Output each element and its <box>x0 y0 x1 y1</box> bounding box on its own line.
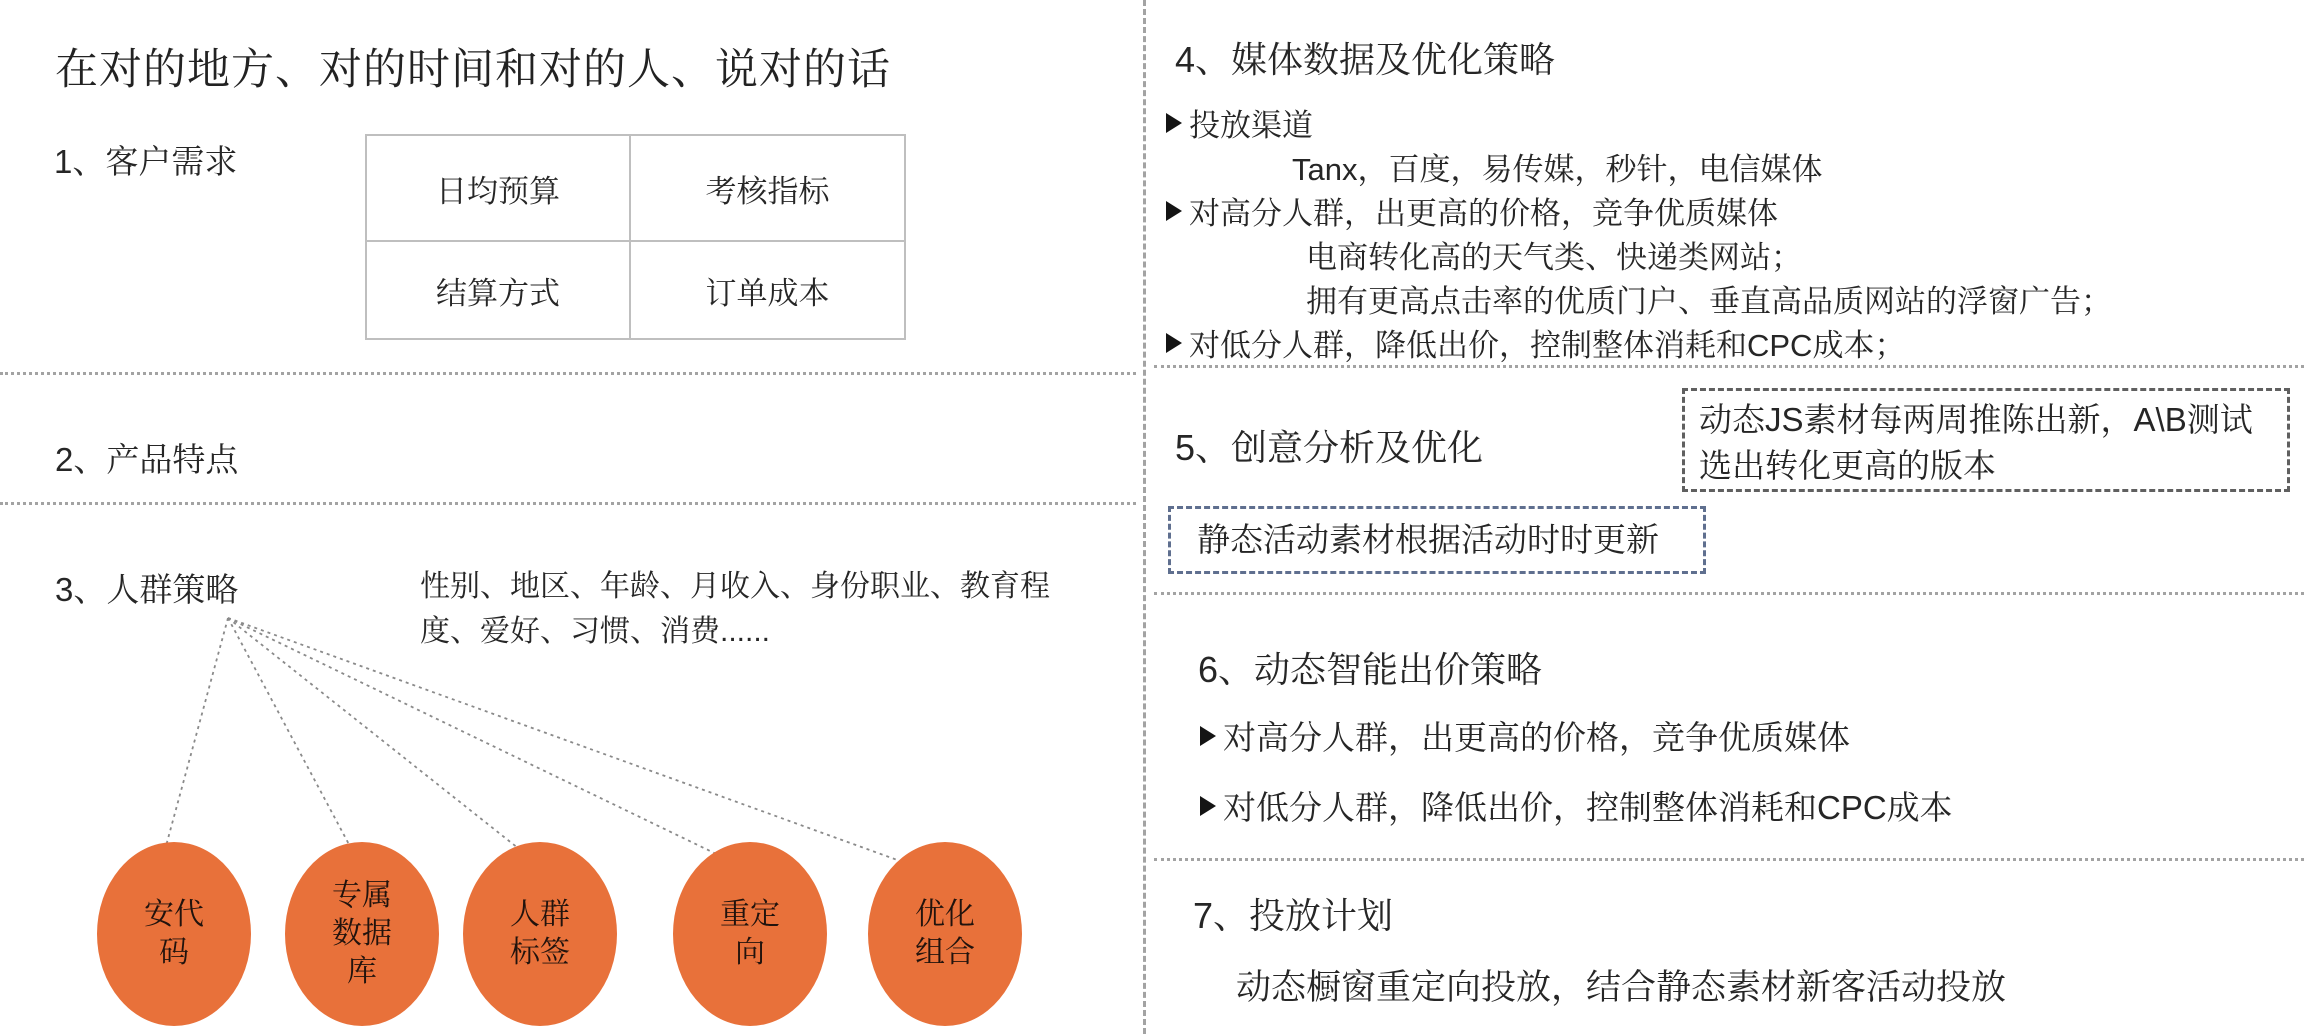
circle-label-line: 码 <box>159 936 189 969</box>
section-divider-left-1 <box>0 372 1136 375</box>
section5-title: 5、创意分析及优化 <box>1175 427 1484 468</box>
section-divider-right-1 <box>1154 365 2304 368</box>
section4-item-channel-list <box>1292 144 1822 189</box>
section-divider-right-3 <box>1154 858 2304 861</box>
section4-item-weather-sites <box>1306 232 1802 277</box>
audience-attributes: 性别、地区、年龄、月收入、身份职业、教育程度、爱好、习惯、消费...... <box>420 570 1050 648</box>
circle-label-line: 组合 <box>915 936 975 969</box>
bullet-text: 拥有更高点击率的优质门户、垂直高品质网站的浮窗广告； <box>1306 284 2112 319</box>
circle-label-line: 重定 <box>720 898 780 931</box>
section2-label: 2、产品特点 <box>55 441 239 478</box>
bullet-text: 投放渠道 <box>1189 108 1313 143</box>
circle-label-line: 向 <box>735 936 765 969</box>
section4-item-low-score <box>1166 320 1905 365</box>
circle-label-line: 数据 <box>332 917 392 950</box>
creative-box-dynamic-js: 动态JS素材每两周推陈出新，A\B测试选出转化更高的版本 <box>1682 388 2290 492</box>
bullet-text: 对高分人群，出更高的价格，竞争优质媒体 <box>1223 719 1850 756</box>
budget-table <box>365 134 906 340</box>
circle-label-line: 专属 <box>332 879 392 912</box>
arrow-bullet-icon <box>1166 333 1182 353</box>
circle-label-line: 库 <box>347 955 377 988</box>
arrow-bullet-icon <box>1166 201 1182 221</box>
arrow-bullet-icon <box>1166 113 1182 133</box>
section6-bullet-high-score <box>1200 712 1850 759</box>
arrow-bullet-icon <box>1200 726 1216 746</box>
section7-title: 7、投放计划 <box>1193 895 1394 936</box>
circle-label-line: 安代 <box>144 898 204 931</box>
bullet-text: 对低分人群，降低出价，控制整体消耗和CPC成本； <box>1189 328 1906 363</box>
circle-label-line: 人群 <box>510 898 570 931</box>
section7-body: 动态橱窗重定向投放，结合静态素材新客活动投放 <box>1236 968 2007 1007</box>
section4-title: 4、媒体数据及优化策略 <box>1175 39 1556 80</box>
creative-box-static: 静态活动素材根据活动时时更新 <box>1168 506 1706 574</box>
section6-title: 6、动态智能出价策略 <box>1198 649 1543 690</box>
section1-label: 1、客户需求 <box>54 143 238 180</box>
section4-item-high-score <box>1166 188 1778 233</box>
bullet-text: 对低分人群，降低出价，控制整体消耗和CPC成本 <box>1223 789 1953 826</box>
section-divider-left-2 <box>0 502 1136 505</box>
bullet-text: 对高分人群，出更高的价格，竞争优质媒体 <box>1189 196 1778 231</box>
audience-circle-audience-tags <box>463 842 617 1026</box>
audience-circle-tracking-code <box>97 842 251 1026</box>
bullet-text: Tanx，百度，易传媒，秒针，电信媒体 <box>1292 152 1823 187</box>
section4-item-portal-sites <box>1306 276 2112 321</box>
bullet-text: 电商转化高的天气类、快递类网站； <box>1306 240 1802 275</box>
arrow-bullet-icon <box>1200 796 1216 816</box>
table-cell-daily-budget: 日均预算 <box>366 135 630 241</box>
audience-circle-retargeting <box>673 842 827 1026</box>
table-cell-order-cost: 订单成本 <box>630 241 905 339</box>
page-title: 在对的地方、对的时间和对的人、说对的话 <box>55 46 891 94</box>
circle-label-line: 标签 <box>510 936 570 969</box>
audience-circle-optimized-combo <box>868 842 1022 1026</box>
section3-label: 3、人群策略 <box>55 571 239 608</box>
table-cell-kpi: 考核指标 <box>630 135 905 241</box>
section-divider-right-2 <box>1154 592 2304 595</box>
section4-item-channels <box>1166 100 1313 145</box>
section6-bullet-low-score <box>1200 782 1953 829</box>
circle-label-line: 优化 <box>915 898 975 931</box>
table-cell-settlement: 结算方式 <box>366 241 630 339</box>
audience-circle-private-database <box>285 842 439 1026</box>
column-divider <box>1143 0 1146 1034</box>
